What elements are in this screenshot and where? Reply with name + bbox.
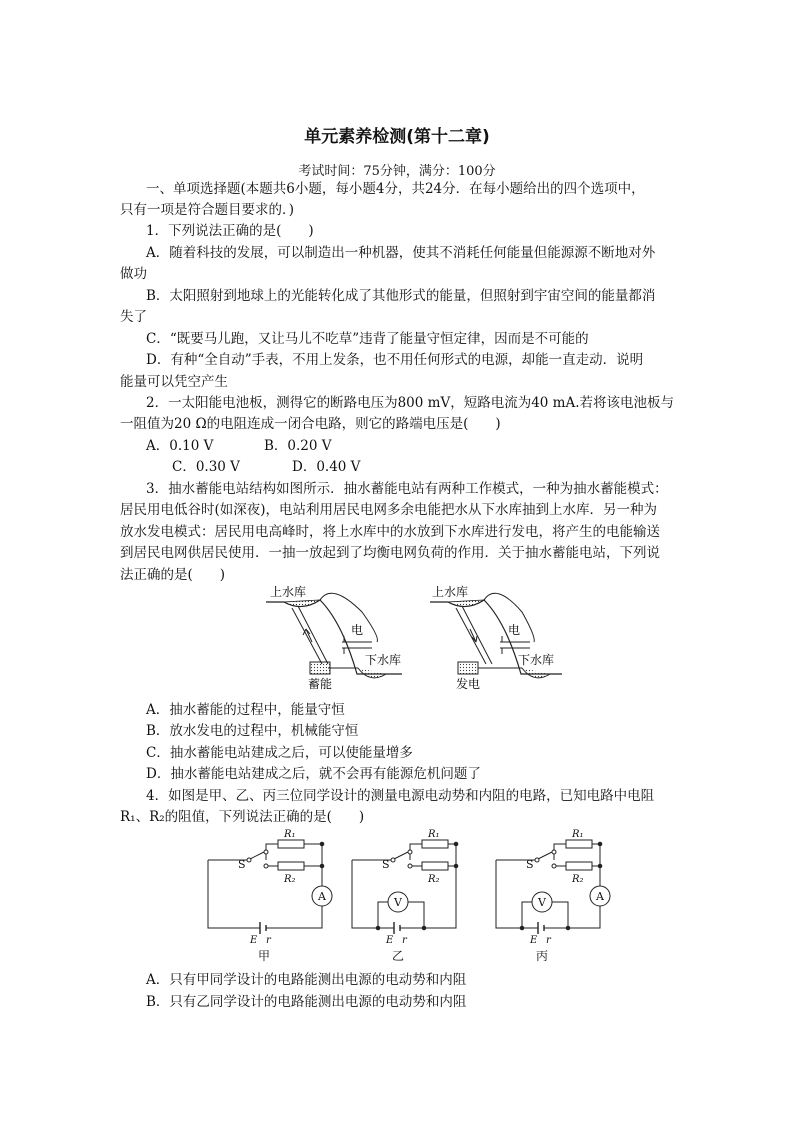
q2-option-d: D．0.40 V bbox=[292, 459, 361, 475]
electricity-label: 电 bbox=[508, 623, 521, 637]
q2-option-c: C．0.30 V bbox=[172, 459, 240, 475]
exam-info: 考试时间：75分钟，满分：100分 bbox=[298, 164, 496, 179]
lower-reservoir-label: 下水库 bbox=[365, 653, 402, 667]
mode-label-generation: 发电 bbox=[456, 677, 481, 691]
upper-reservoir-label: 上水库 bbox=[432, 585, 469, 599]
section-intro: 一、单项选择题(本题共6小题，每小题4分，共24分．在每小题给出的四个选项中， bbox=[146, 181, 645, 197]
q3-option-b: B．放水发电的过程中，机械能守恒 bbox=[146, 723, 359, 739]
r2-label: R₂ bbox=[428, 874, 440, 885]
q1-option-b: B．太阳照射到地球上的光能转化成了其他形式的能量，但照射到宇宙空间的能量都消 bbox=[146, 288, 656, 304]
q1-option-d-cont: 能量可以凭空产生 bbox=[120, 374, 228, 390]
page-title: 单元素养检测(第十二章) bbox=[304, 127, 490, 147]
q4-stem: 4．如图是甲、乙、丙三位同学设计的测量电源电动势和内阻的电路，已知电路中电阻 bbox=[146, 788, 655, 804]
voltmeter-symbol: V bbox=[538, 896, 546, 909]
q1-option-a-cont: 做功 bbox=[120, 266, 147, 282]
r2-label: R₂ bbox=[572, 874, 584, 885]
circuit-jia bbox=[208, 840, 332, 934]
circuit-name-bing: 丙 bbox=[536, 949, 549, 963]
r1-label: R₁ bbox=[284, 829, 296, 840]
emf-label: E bbox=[386, 935, 394, 946]
lower-reservoir-label: 下水库 bbox=[518, 653, 555, 667]
circuit-diagrams bbox=[200, 826, 620, 964]
q3-option-c: C．抽水蓄能电站建成之后，可以使能量增多 bbox=[146, 745, 413, 761]
q1-option-d: D．有种“全自动”手表，不用上发条，也不用任何形式的电源，却能一直走动．说明 bbox=[146, 352, 644, 368]
q3-option-d: D．抽水蓄能电站建成之后，就不会再有能源危机问题了 bbox=[146, 766, 481, 782]
circuit-name-yi: 乙 bbox=[392, 949, 405, 963]
q2-option-a: A．0.10 V bbox=[146, 438, 214, 454]
upper-reservoir-label: 上水库 bbox=[270, 585, 307, 599]
r2-label: R₂ bbox=[284, 874, 296, 885]
q2-stem: 2．一太阳能电池板，测得它的断路电压为800 mV，短路电流为40 mA.若将该电池板与 bbox=[146, 395, 675, 411]
emf-label: E bbox=[530, 935, 538, 946]
q4-option-b: B．只有乙同学设计的电路能测出电源的电动势和内阻 bbox=[146, 994, 467, 1010]
internal-resistance-label: r bbox=[266, 935, 271, 946]
switch-label: S bbox=[526, 858, 534, 871]
voltmeter-symbol: V bbox=[394, 896, 402, 909]
ammeter-symbol: A bbox=[318, 890, 326, 903]
internal-resistance-label: r bbox=[402, 935, 407, 946]
q4-stem-cont: R₁、R₂的阻值，下列说法正确的是( ) bbox=[120, 809, 365, 825]
r1-label: R₁ bbox=[572, 829, 584, 840]
storage-mode-diagram bbox=[266, 584, 402, 691]
internal-resistance-label: r bbox=[546, 935, 551, 946]
ammeter-symbol: A bbox=[596, 890, 604, 903]
r1-label: R₁ bbox=[428, 829, 440, 840]
q1-stem: 1．下列说法正确的是( ) bbox=[146, 223, 314, 239]
q3-stem-cont: 居民用电低谷时(如深夜)，电站利用居民电网多余电能把水从下水库抽到上水库．另一种为 bbox=[120, 502, 658, 518]
q3-stem: 3．抽水蓄能电站结构如图所示．抽水蓄能电站有两种工作模式，一种为抽水蓄能模式： bbox=[146, 481, 668, 497]
section-intro-cont: 只有一项是符合题目要求的．) bbox=[120, 202, 295, 218]
q3-option-a: A．抽水蓄能的过程中，能量守恒 bbox=[146, 702, 345, 718]
circuit-yi bbox=[352, 840, 458, 934]
q1-option-b-cont: 失了 bbox=[120, 309, 147, 325]
generation-mode-diagram bbox=[430, 584, 562, 691]
electricity-label: 电 bbox=[351, 623, 364, 637]
q3-stem-cont: 放水发电模式：居民用电高峰时，将上水库中的水放到下水库进行发电，将产生的电能输送 bbox=[120, 524, 660, 540]
q1-option-a: A．随着科技的发展，可以制造出一种机器，使其不消耗任何能量但能源源不断地对外 bbox=[146, 245, 656, 261]
q2-option-b: B．0.20 V bbox=[264, 438, 332, 454]
q3-stem-cont: 到居民电网供居民使用．一抽一放起到了均衡电网负荷的作用．关于抽水蓄能电站，下列说 bbox=[120, 545, 660, 561]
pumped-storage-figure bbox=[262, 582, 562, 692]
emf-label: E bbox=[250, 935, 258, 946]
q3-stem-cont: 法正确的是( ) bbox=[120, 567, 226, 583]
q4-option-a: A．只有甲同学设计的电路能测出电源的电动势和内阻 bbox=[146, 972, 467, 988]
switch-label: S bbox=[382, 858, 390, 871]
circuit-name-jia: 甲 bbox=[258, 949, 271, 963]
q2-stem-cont: 一阻值为20 Ω的电阻连成一闭合电路，则它的路端电压是( ) bbox=[120, 416, 501, 432]
circuit-bing bbox=[496, 840, 610, 934]
q1-option-c: C．“既要马儿跑，又让马儿不吃草”违背了能量守恒定律，因而是不可能的 bbox=[146, 331, 589, 347]
switch-label: S bbox=[238, 858, 246, 871]
mode-label-storage: 蓄能 bbox=[308, 677, 333, 691]
